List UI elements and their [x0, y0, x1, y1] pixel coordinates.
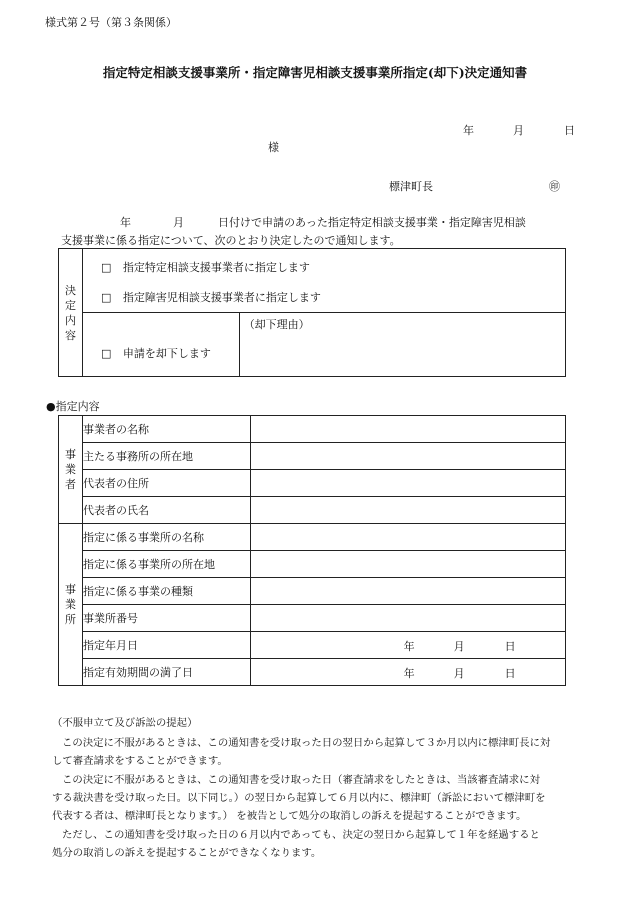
field-label: 事業所番号 — [82, 605, 250, 632]
notes-line: 処分の取消しの訴えを提起することができなくなります。 — [52, 847, 322, 859]
seal-mark: ㊞ — [549, 180, 560, 193]
field-label: 代表者の住所 — [82, 470, 250, 497]
designation-heading: ●指定内容 — [46, 400, 100, 413]
field-value-cell[interactable] — [250, 551, 565, 578]
option-specific-support[interactable] — [83, 259, 565, 289]
field-value-cell[interactable] — [250, 605, 565, 632]
notes-line: この決定に不服があるときは、この通知書を受け取った日の翌日から起算して３か月以内に標津町長に対 — [62, 737, 551, 749]
operator-label: 事 業 者 — [59, 416, 83, 524]
designation-table — [58, 415, 566, 686]
notes-line: 代表する者は、標津町長となります。） を被告として処分の取消しの訴えを提起することができます。 — [52, 810, 527, 822]
intro-year: 年 — [120, 216, 131, 229]
date-month: 月 — [453, 640, 465, 653]
issuer-name: 標津町長 — [389, 180, 433, 193]
form-number: 様式第２号（第３条関係） — [45, 16, 177, 29]
intro-line-1: 日付けで申請のあった指定特定相談支援事業・指定障害児相談 — [218, 216, 526, 229]
option-label: 指定障害児相談支援事業者に指定します — [122, 291, 321, 304]
designation-options-cell — [82, 249, 565, 313]
addressee-suffix: 様 — [268, 141, 279, 154]
date-day: 日 — [504, 640, 516, 653]
field-label: 主たる事務所の所在地 — [82, 443, 250, 470]
field-label: 指定有効期間の満了日 — [82, 659, 250, 686]
notes-heading: （不服申立て及び訴訟の提起） — [52, 717, 198, 729]
office-label: 事 業 所 — [59, 524, 83, 686]
field-value-cell[interactable] — [250, 524, 565, 551]
date-year: 年 — [403, 640, 415, 653]
notes-line: する裁決書を受け取った日。以下同じ。）の翌日から起算して６月以内に、標津町（訴訟において標津町を — [52, 792, 546, 804]
intro-month: 月 — [173, 216, 184, 229]
document-title: 指定特定相談支援事業所・指定障害児相談支援事業所指定(却下)決定通知書 — [102, 65, 528, 80]
field-value-cell[interactable] — [250, 497, 565, 524]
field-label: 指定に係る事業所の名称 — [82, 524, 250, 551]
date-value-cell[interactable] — [250, 659, 565, 686]
option-child-support[interactable] — [83, 289, 565, 305]
checkbox-icon[interactable]: □ — [100, 346, 112, 360]
field-value-cell[interactable] — [250, 578, 565, 605]
notes-line: して審査請求をすることができます。 — [52, 755, 228, 767]
rejection-reason-label: （却下理由） — [243, 318, 310, 331]
field-label: 事業者の名称 — [82, 416, 250, 443]
notes-line: ただし、この通知書を受け取った日の６月以内であっても、決定の翌日から起算して１年を経過すると — [62, 829, 540, 841]
notes-line: この決定に不服があるときは、この通知書を受け取った日（審査請求をしたときは、当該審査請求に対 — [62, 774, 540, 786]
field-value-cell[interactable] — [250, 416, 565, 443]
checkbox-icon[interactable]: □ — [100, 291, 112, 304]
date-value-cell[interactable] — [250, 632, 565, 659]
field-label: 指定に係る事業所の所在地 — [82, 551, 250, 578]
date-year: 年 — [403, 667, 415, 680]
field-label: 代表者の氏名 — [82, 497, 250, 524]
option-label: 指定特定相談支援事業者に指定します — [122, 261, 310, 274]
date-day: 日 — [504, 667, 516, 680]
date-month: 月 — [453, 667, 465, 680]
option-reject[interactable] — [83, 345, 239, 361]
rejection-reason-cell[interactable] — [239, 313, 565, 377]
decision-table — [58, 248, 566, 377]
notice-date-year: 年 — [463, 124, 474, 137]
notice-date-day: 日 — [564, 124, 575, 137]
rejection-option-cell — [82, 313, 239, 377]
checkbox-icon[interactable]: □ — [100, 261, 112, 274]
intro-line-2: 支援事業に係る指定について、次のとおり決定したので通知します。 — [61, 234, 401, 247]
field-label: 指定に係る事業の種類 — [82, 578, 250, 605]
field-label: 指定年月日 — [82, 632, 250, 659]
option-label: 申請を却下します — [122, 346, 211, 360]
field-value-cell[interactable] — [250, 470, 565, 497]
notice-date-month: 月 — [513, 124, 524, 137]
decision-label: 決 定 内 容 — [59, 249, 83, 377]
field-value-cell[interactable] — [250, 443, 565, 470]
